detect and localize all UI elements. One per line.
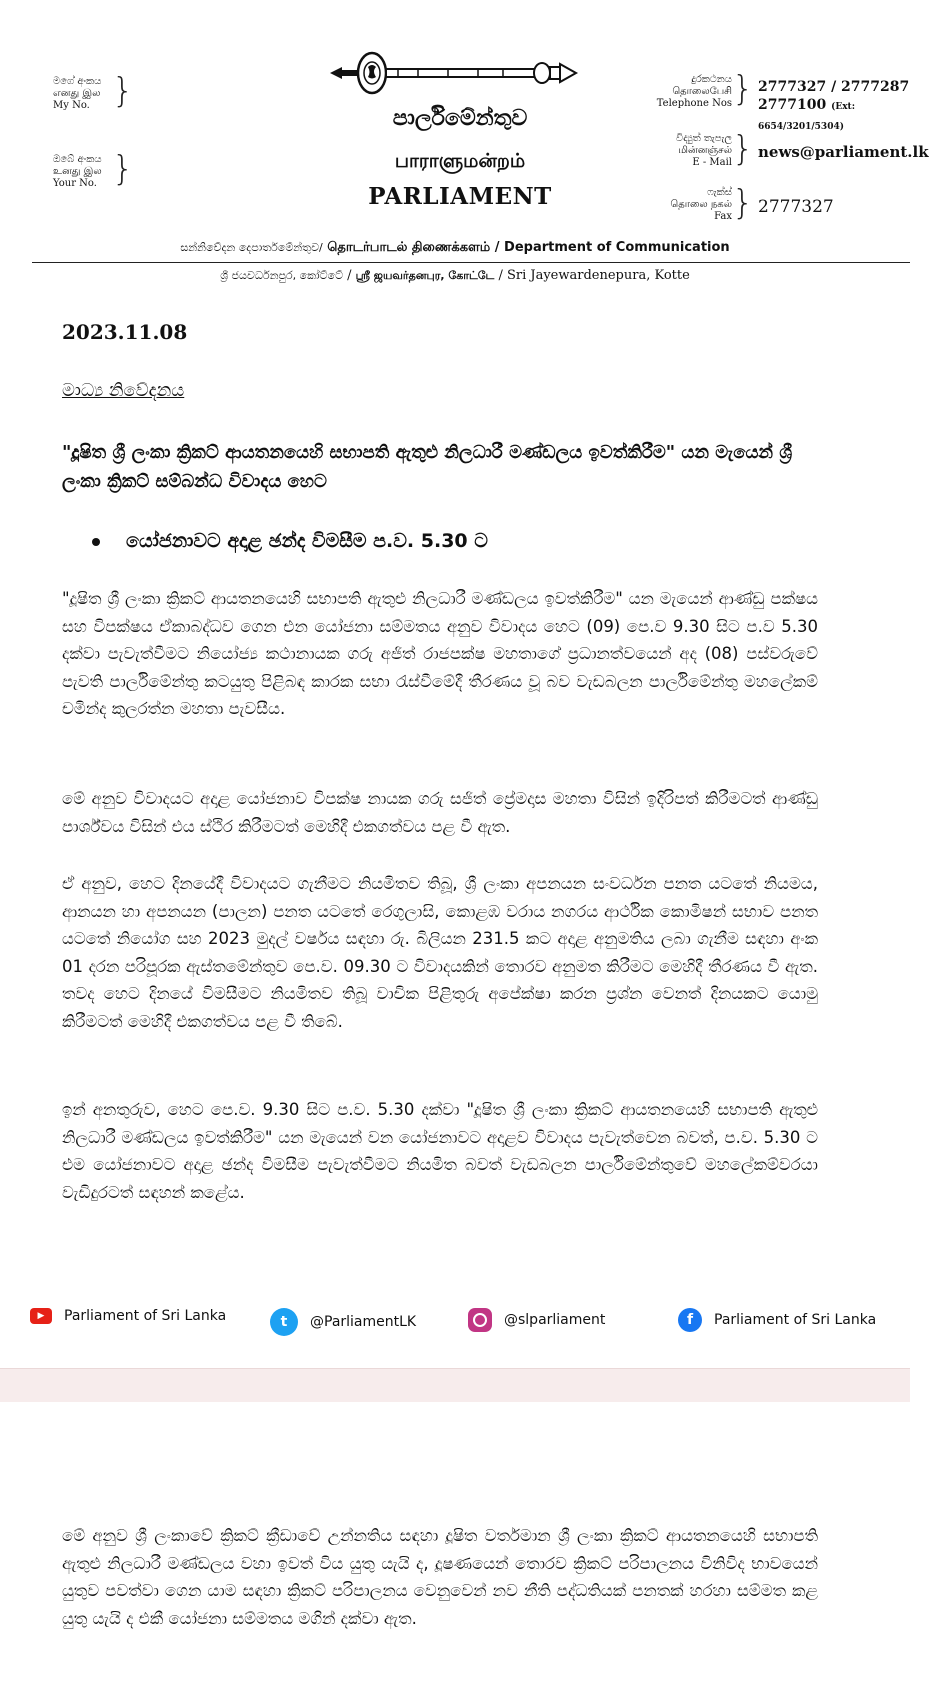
email-label: විද්‍යුත් තැපැල மின்னஞ்சல் E - Mail [676, 133, 732, 168]
telephone-numbers: 2777327 / 2777287 2777100 (Ext: 6654/3201/5304) [758, 79, 910, 132]
address-line: ශ්‍රී ජයවර්ධනපුර, කෝට්ටේ / ஸ்ரீ ஜயவர்தனபுர, கோட்டே / Sri Jayewardenepura, Kotte [220, 268, 690, 283]
telephone-brace: } [732, 69, 754, 109]
email-address[interactable]: news@parliament.lk [758, 143, 929, 161]
paragraph-2: මේ අනුව විවාදයට අදාළ යෝජනාව විපක්ෂ නායක ගරු සජිත් ප්‍රේමදාස මහතා විසින් ඉදිරිපත් කිරීමටත් ආණ්ඩු පාර්ශ්වය විසින් එය ස්ථිර කිරීමටත් මෙහිදී එකගත්වය පළ වී ඇත. [62, 789, 818, 836]
facebook-icon: f [678, 1308, 702, 1332]
your-no-label: ඔබේ අංකය உனது இல Your No. [53, 154, 102, 189]
social-footer [0, 1308, 910, 1348]
page2-paragraph: මේ අනුව ශ්‍රී ලංකාවේ ක්‍රිකට් ක්‍රීඩාවේ උන්නතිය සඳහා දූෂිත වර්තමාන ශ්‍රී ලංකා ක්‍රිකට් ආයතනයෙහි සභාපති ඇතුළු නිලධාරී මණ්ඩලය වහා ඉවත් විය යුතු යැයි ද, දූෂණයෙන් තොරව ක්‍රිකට් පරිපාලනය විනිවිද භාවයෙන් යුතුව පවත්වා ගෙන යාම සඳහා ක්‍රිකට් පරිපාලනය වෙනුවෙන් නව නීති පද්ධතියක් පනතක් හරහා සම්මත කළ යුතු යැයි ද එකී යෝජනා සම්මතය මගින් දක්වා ඇත. [62, 1526, 818, 1628]
paragraph-4: ඉන් අනතුරුව, හෙට පෙ.ව. 9.30 සිට ප.ව. 5.30 දක්වා "දූෂිත ශ්‍රී ලංකා ක්‍රිකට් ආයතනයෙහි සභාපති ඇතුළු නිලධාරී මණ්ඩලය ඉවත්කිරීම" යන මැයෙන් වන යෝජනාවට අදාළව විවාදය පැවැත්වෙන බවත්, ප.ව. 5.30 ට එම යෝජනාවට අදාළ ඡන්ද විමසීම පැවැත්වීමට නියමිත බවත් වැඩබලන පාර්ලිමේන්තුවේ මහලේකම්වරයා වැඩිදුරටත් සඳහන් කළේය. [62, 1100, 818, 1202]
email-brace: } [732, 129, 754, 169]
headline: "දූෂිත ශ්‍රී ලංකා ක්‍රිකට් ආයතනයෙහි සභාපති ඇතුළු නිලධාරී මණ්ඩලය ඉවත්කිරීම" යන මැයෙන් ශ්‍රී ලංකා ක්‍රිකට් සම්බන්ධ විවාදය හෙට [62, 442, 793, 492]
fax-number: 2777327 [758, 197, 834, 217]
title-sinhala: පාර්ලිමේන්තුව [392, 105, 528, 131]
my-no-brace: } [112, 71, 134, 111]
page-break-band [0, 1368, 910, 1402]
paragraph-1: "දූෂිත ශ්‍රී ලංකා ක්‍රිකට් ආයතනයෙහි සභාපති ඇතුළු නිලධාරී මණ්ඩලය ඉවත්කිරීම" යන මැයෙන් ආණ්ඩු පක්ෂය සහ විපක්ෂය ඒකාබද්ධව ගෙන එන යෝජනා සම්මතය අනුව විවාදය හෙට (09) පෙ.ව 9.30 සිට ප.ව 5.30 දක්වා පැවැත්වීමට නියෝජ්‍ය කථානායක ගරු අජිත් රාජපක්ෂ මහතාගේ ප්‍රධානත්වයෙන් අද (08) පස්වරුවේ පැවති පාර්ලිමේන්තු කටයුතු පිළිබඳ කාරක සභා රැස්වීමේදී තීරණය වූ බව වැඩබලන පාර්ලිමේන්තු මහලේකම් චමින්ද කුලරත්න මහතා පැවසීය. [62, 589, 818, 718]
parliament-mace-emblem [328, 50, 578, 96]
youtube-link[interactable]: ▶ Parliament of Sri Lanka [30, 1308, 226, 1324]
instagram-link[interactable]: @slparliament [468, 1308, 605, 1332]
youtube-icon: ▶ [30, 1308, 52, 1324]
media-release-label: මාධ්‍ය නිවේදනය [62, 380, 185, 401]
instagram-icon [468, 1308, 492, 1332]
header-divider [32, 262, 910, 263]
facebook-link[interactable]: f Parliament of Sri Lanka [678, 1308, 876, 1332]
title-tamil: பாராளுமன்றம் [394, 150, 526, 172]
fax-brace: } [732, 183, 754, 223]
title-english: PARLIAMENT [368, 183, 552, 210]
fax-label: ෆැක්ස් தொலை நகல் Fax [670, 187, 732, 222]
my-no-label: මගේ අංකය எனது இல My No. [53, 76, 102, 111]
your-no-brace: } [112, 149, 134, 189]
telephone-label: දුරකථනය தொலைபேசி Telephone Nos [656, 74, 732, 109]
bullet-item: යෝජනාවට අදාළ ඡන්ද විමසීම ප.ව. 5.30 ට [92, 530, 488, 552]
twitter-icon: t [270, 1308, 298, 1336]
release-date: 2023.11.08 [62, 320, 188, 344]
department-line: සන්නිවේදන දෙපාර්තමේන්තුව/ தொடர்பாடல் திணைக்களம் / Department of Communication [180, 240, 730, 255]
bullet-dot [92, 538, 100, 546]
paragraph-3: ඒ අනුව, හෙට දිනයේදී විවාදයට ගැනීමට නියමිතව තිබූ, ශ්‍රී ලංකා අපනයන සංවර්ධන පනත යටතේ නියමය, ආනයන හා අපනයන (පාලන) පනත යටතේ රෙගුලාසි, කොළඹ වරාය නගරය ආර්ථික කොමිෂන් සභාව පනත යටතේ නියෝග සහ 2023 මුදල් වර්ෂය සඳහා රු. බිලියන 231.5 කට අදාළ අනුමතිය ලබා ගැනීම සඳහා අංක 01 දරන පරිපූරක ඇස්තමේන්තුව පෙ.ව. 09.30 ට විවාදයකින් තොරව අනුමත කිරීමට මෙහිදී තීරණය වී ඇත. තවද හෙට දිනයේ විමසීමට නියමිතව තිබූ වාචික පිළිතුරු අපේක්ෂා කරන ප්‍රශ්න වෙනත් දිනයකට යොමු කිරීමටත් මෙහිදී එකගත්වය පළ වී තිබේ. [62, 874, 818, 1031]
twitter-link[interactable]: t @ParliamentLK [270, 1308, 416, 1336]
